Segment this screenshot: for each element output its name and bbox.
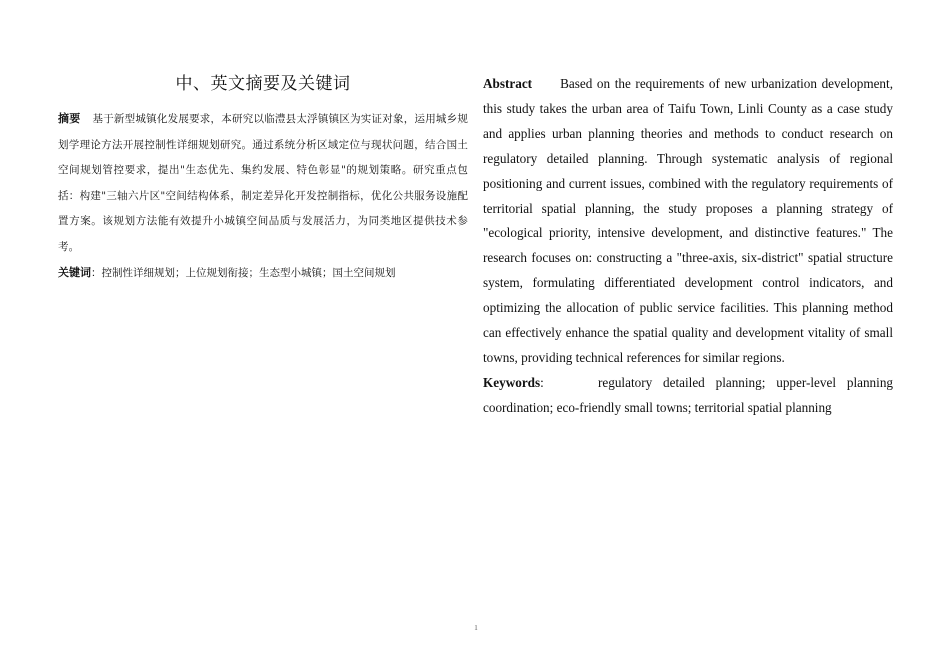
chinese-abstract-label: 摘要	[58, 112, 81, 125]
page-title: 中、英文摘要及关键词	[175, 74, 351, 94]
english-abstract-text: Based on the requirements of new urbanization development, this study takes the urban area of Taifu Town, Linli County as a case study and applies urban planning theories and methods to conduct research on regulatory detailed planning. Through systematic analysis of regional positioning and current issues, combined with the regulatory requirements of territorial spatial planning, the study proposes a planning strategy of "ecological priority, intensive development, and distinctive features." The research focuses on: constructing a "three-axis, six-district" spatial structure system, formulating differentiated development control indicators, and optimizing the allocation of public service facilities. This planning method can effectively enhance the spatial quality and development vitality of small towns, providing technical references for similar regions.	[483, 76, 893, 365]
english-abstract-label: Abstract	[483, 76, 533, 91]
chinese-keywords-label: 关键词	[58, 266, 91, 279]
chinese-keywords-colon: ：	[91, 267, 102, 279]
english-keywords-text: regulatory detailed planning; upper-level planning coordination; eco-friendly small towns; territorial spatial planning	[483, 374, 894, 415]
chinese-keywords	[58, 260, 468, 286]
chinese-abstract-column	[58, 72, 468, 286]
english-abstract	[483, 72, 893, 371]
chinese-keywords-text: 控制性详细规划；上位规划衔接；生态型小城镇；国土空间规划	[101, 267, 396, 279]
chinese-abstract-text: 基于新型城镇化发展要求，本研究以临澧县太浮镇镇区为实证对象，运用城乡规划学理论方法开展控制性详细规划研究。通过系统分析区域定位与现状问题，结合国土空间规划管控要求，提出"生态优先、集约发展、特色彰显"的规划策略。研究重点包括：构建"三轴六片区"空间结构体系，制定差异化开发控制指标，优化公共服务设施配置方案。该规划方法能有效提升小城镇空间品质与发展活力，为同类地区提供技术参考。	[58, 113, 468, 253]
page-number: 1	[474, 624, 478, 632]
english-abstract-column	[483, 72, 893, 421]
chinese-abstract	[58, 106, 468, 260]
english-keywords-label: Keywords	[483, 374, 541, 390]
english-keywords-separator: :	[540, 374, 544, 390]
english-keywords	[483, 371, 893, 421]
